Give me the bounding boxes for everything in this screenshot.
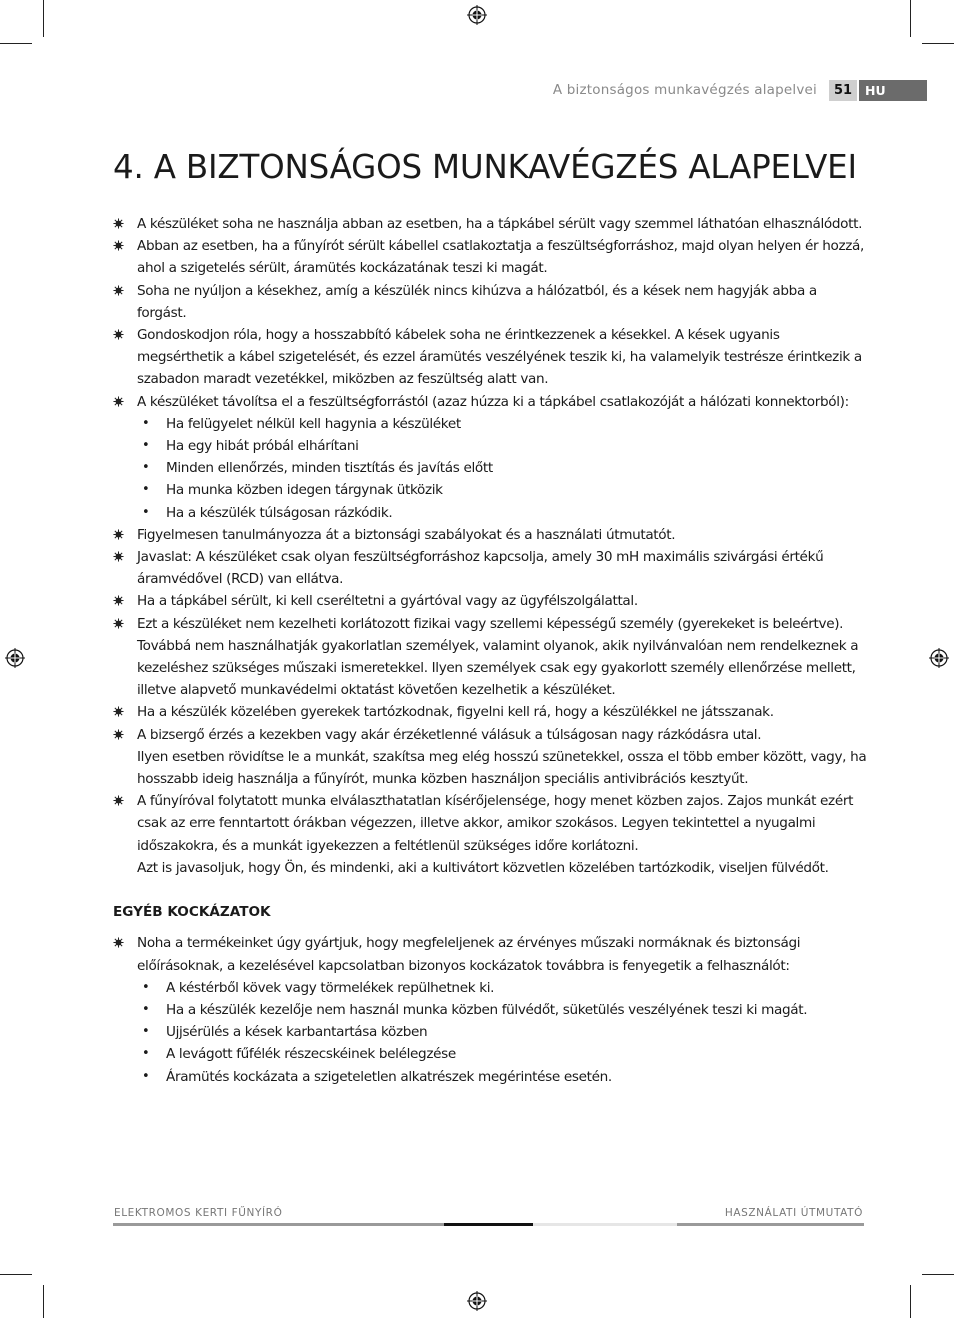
bullet-dot: • (142, 460, 150, 476)
footer-rule (113, 1223, 444, 1226)
list-item: Ha a készülék közelében gyerekek tartózkodnak, figyelni kell rá, hogy a készülékkel ne játsszanak. (113, 701, 868, 723)
sun-bullet-icon (113, 729, 124, 740)
sun-bullet-icon (113, 595, 124, 606)
other-risks-list (113, 932, 868, 976)
risk-sublist (113, 977, 868, 1088)
page-title: 4. A BIZTONSÁGOS MUNKAVÉGZÉS ALAPELVEI (113, 148, 857, 186)
bullet-dot: • (142, 504, 150, 520)
bullet-dot: • (142, 482, 150, 498)
list-item: A készüléket soha ne használja abban az esetben, ha a tápkábel sérült vagy szemmel láthatóan elhasználódott. (113, 213, 868, 235)
list-item: A bizsergő érzés a kezekben vagy akár érzéketlenné válásuk a túlságosan nagy rázkódásra utal. Ilyen esetben rövidítse le a munkát, szakítsa meg elég hosszú szünetekkel, ossza el több ember között, vagy, ha hosszabb ideig használja a fűnyírót, munka közben használjon speciális antivibrációs kesztyűt. (113, 724, 868, 791)
sun-bullet-icon (113, 706, 124, 717)
crop-mark (43, 0, 44, 37)
footer-rule (533, 1223, 677, 1226)
footer-rule (677, 1223, 864, 1226)
bullet-dot: • (142, 1046, 150, 1062)
sun-bullet-icon (113, 329, 124, 340)
content (113, 213, 868, 1088)
list-item: A készüléket távolítsa el a feszültségforrástól (azaz húzza ki a tápkábel csatlakozóját a hálózati konnektorból): (113, 391, 868, 413)
list-item: • A levágott fűfélék részecskéinek belélegzése (113, 1043, 868, 1065)
crop-mark (910, 1285, 911, 1318)
list-item: • Ha a készülék túlságosan rázkódik. (113, 502, 868, 524)
list-item: Abban az esetben, ha a fűnyírót sérült kábellel csatlakoztatja a feszültségforráshoz, majd olyan helyen ér hozzá, ahol a szigetelés sérült, áramütés kockázatának teszi ki magát. (113, 235, 868, 279)
crop-mark (922, 43, 954, 44)
safety-list (113, 213, 868, 413)
crop-mark (922, 1274, 954, 1275)
footer-rule (444, 1223, 533, 1226)
list-item: • Ha munka közben idegen tárgynak ütközik (113, 479, 868, 501)
sun-bullet-icon (113, 240, 124, 251)
sun-bullet-icon (113, 618, 124, 629)
list-item: • Minden ellenőrzés, minden tisztítás és javítás előtt (113, 457, 868, 479)
list-item: • Ha egy hibát próbál elhárítani (113, 435, 868, 457)
bullet-dot: • (142, 438, 150, 454)
disconnect-conditions-list (113, 413, 868, 524)
footer-right: HASZNÁLATI ÚTMUTATÓ (724, 1207, 863, 1219)
list-item: A fűnyíróval folytatott munka elválaszthatatlan kísérőjelensége, hogy menet közben zajos. Zajos munkát ezért csak az erre fenntartott órákban végezzen, illetve akkor, amikor szokásos. Legyen tekintettel a nyugalmi időszakokra, és a munkát igyekezzen a feltétlenül szükséges időre korlátozni. Azt is javasoljuk, hogy Ön, és mindenki, aki a kultivátort közvetlen közelében tartózkodik, viseljen fülvédőt. (113, 790, 868, 879)
bullet-dot: • (142, 979, 150, 995)
list-item: Noha a termékeinket úgy gyártjuk, hogy megfeleljenek az érvényes műszaki normáknak és biztonsági előírásoknak, a kezelésével kapcsolatban bizonyos kockázatok továbbra is fenyegetik a felhasználót: (113, 932, 868, 976)
language-tag: HU (859, 80, 927, 101)
sun-bullet-icon (113, 218, 124, 229)
list-item: Soha ne nyúljon a késekhez, amíg a készülék nincs kihúzva a hálózatból, és a kések nem hagyják abba a forgást. (113, 280, 868, 324)
sun-bullet-icon (113, 551, 124, 562)
crop-mark (910, 0, 911, 37)
registration-mark-icon (467, 1291, 487, 1311)
list-item: • Áramütés kockázata a szigeteletlen alkatrészek megérintése esetén. (113, 1066, 868, 1088)
list-item: Javaslat: A készüléket csak olyan feszültségforráshoz kapcsolja, amely 30 mH maximális szivárgási értékű áramvédővel (RCD) van ellátva. (113, 546, 868, 590)
page-number: 51 (829, 80, 857, 101)
list-item: Ezt a készüléket nem kezelheti korlátozott fizikai vagy szellemi képességű személy (gyerekeket is beleértve). Továbbá nem használhatják gyakorlatlan személyek, valamint olyanok, akik nyilvánvalóan nem rendelkeznek a kezeléshez szükséges műszaki ismeretekkel. Ilyen személyek csak egy gyakorlott személy ellenőrzése mellett, illetve alapvető munkavédelmi oktatást követően kezelhetik a készüléket. (113, 613, 868, 702)
sun-bullet-icon (113, 396, 124, 407)
safety-list-continued (113, 524, 868, 879)
list-item: • A késtérből kövek vagy törmelékek repülhetnek ki. (113, 977, 868, 999)
crop-mark (0, 1274, 32, 1275)
bullet-dot: • (142, 1024, 150, 1040)
sun-bullet-icon (113, 285, 124, 296)
list-item: • Ujjsérülés a kések karbantartása közben (113, 1021, 868, 1043)
list-item: Ha a tápkábel sérült, ki kell cseréltetni a gyártóval vagy az ügyfélszolgálattal. (113, 590, 868, 612)
list-item: Gondoskodjon róla, hogy a hosszabbító kábelek soha ne érintkezzenek a késekkel. A kések ugyanis megsérthetik a kábel szigetelését, és ezzel áramütés veszélyének teszik ki, ha valamelyik testrésze érintkezik a szabadon maradt vezetékkel, miközben az feszültség alatt van. (113, 324, 868, 391)
registration-mark-icon (929, 648, 949, 668)
crop-mark (43, 1285, 44, 1318)
bullet-dot: • (142, 1001, 150, 1017)
running-head: A biztonságos munkavégzés alapelvei (552, 82, 817, 98)
registration-mark-icon (467, 5, 487, 25)
list-item: • Ha a készülék kezelője nem használ munka közben fülvédőt, süketülés veszélyének teszi ki magát. (113, 999, 868, 1021)
list-item: Figyelmesen tanulmányozza át a biztonsági szabályokat és a használati útmutatót. (113, 524, 868, 546)
bullet-dot: • (142, 1068, 150, 1084)
crop-mark (0, 43, 32, 44)
bullet-dot: • (142, 415, 150, 431)
sun-bullet-icon (113, 529, 124, 540)
list-item: • Ha felügyelet nélkül kell hagynia a készüléket (113, 413, 868, 435)
sun-bullet-icon (113, 937, 124, 948)
footer-left: ELEKTROMOS KERTI FŰNYÍRÓ (114, 1207, 283, 1219)
sun-bullet-icon (113, 795, 124, 806)
registration-mark-icon (5, 648, 25, 668)
section-heading: EGYÉB KOCKÁZATOK (113, 904, 271, 921)
